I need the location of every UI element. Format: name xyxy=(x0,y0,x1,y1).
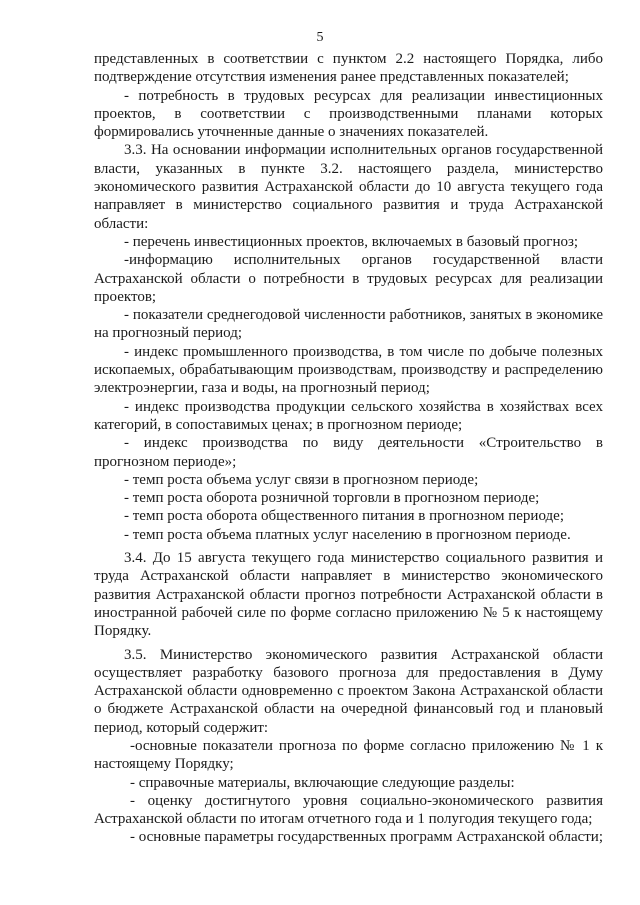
list-item: - основные параметры государственных программ Астраханской области; xyxy=(130,829,604,846)
list-item: - перечень инвестиционных проектов, включаемых в базовый прогноз; xyxy=(124,233,579,250)
document-body xyxy=(94,50,603,847)
list-item: - показатели среднегодовой численности работников, занятых в экономике на прогнозный период; xyxy=(94,307,603,342)
paragraph: - потребность в трудовых ресурсах для реализации инвестиционных проектов, в соответствии с производственными планами которых формировались уточненные данные о значениях показателей. xyxy=(94,87,603,141)
paragraph: представленных в соответствии с пунктом 2.2 настоящего Порядка, либо подтверждение отсутствия изменения ранее представленных показателей; xyxy=(94,51,603,86)
page-number: 5 xyxy=(316,30,324,45)
list-item: - темп роста объема платных услуг населению в прогнозном периоде. xyxy=(124,526,571,543)
list-item: -основные показатели прогноза по форме согласно приложению № 1 к настоящему Порядку; xyxy=(94,737,603,773)
list-item: - темп роста оборота розничной торговли в прогнозном периоде; xyxy=(124,490,540,507)
list-item: - справочные материалы, включающие следующие разделы: xyxy=(130,774,515,791)
paragraph: 3.5. Министерство экономического развития Астраханской области осуществляет разработку базового прогноза для предоставления в Думу Астраханской области одновременно с проектом Закона Астраханской области о бюджете Астраханской области на очередной финансовый год и плановый период, который содержит: xyxy=(94,646,603,736)
list-item: - индекс производства продукции сельского хозяйства в хозяйствах всех категорий, в сопоставимых ценах; в прогнозном периоде; xyxy=(94,398,603,433)
list-item: - темп роста оборота общественного питания в прогнозном периоде; xyxy=(124,508,564,525)
list-item: - индекс производства по виду деятельности «Строительство в прогнозном периоде»; xyxy=(94,435,603,470)
list-item: - индекс промышленного производства, в том числе по добыче полезных ископаемых, обрабатывающим производствам, производству и распределению электроэнергии, газа и воды, на прогнозный период; xyxy=(94,343,603,397)
list-item: - оценку достигнутого уровня социально-экономического развития Астраханской области по итогам отчетного года и 1 полугодия текущего года; xyxy=(94,792,603,828)
list-item: -информацию исполнительных органов государственной власти Астраханской области о потребности в трудовых ресурсах для реализации проектов; xyxy=(94,252,603,305)
paragraph: 3.3. На основании информации исполнительных органов государственной власти, указанных в пункте 3.2. настоящего раздела, министерство экономического развития Астраханской области до 10 августа текущего года направляет в министерство социального развития и труда Астраханской области: xyxy=(94,142,603,232)
paragraph: 3.4. До 15 августа текущего года министерство социального развития и труда Астраханской области направляет в министерство экономического развития Астраханской области прогноз потребности Астраханской области в иностранной рабочей силе по форме согласно приложению № 5 к настоящему Порядку. xyxy=(94,550,603,640)
list-item: - темп роста объема услуг связи в прогнозном периоде; xyxy=(124,471,479,488)
